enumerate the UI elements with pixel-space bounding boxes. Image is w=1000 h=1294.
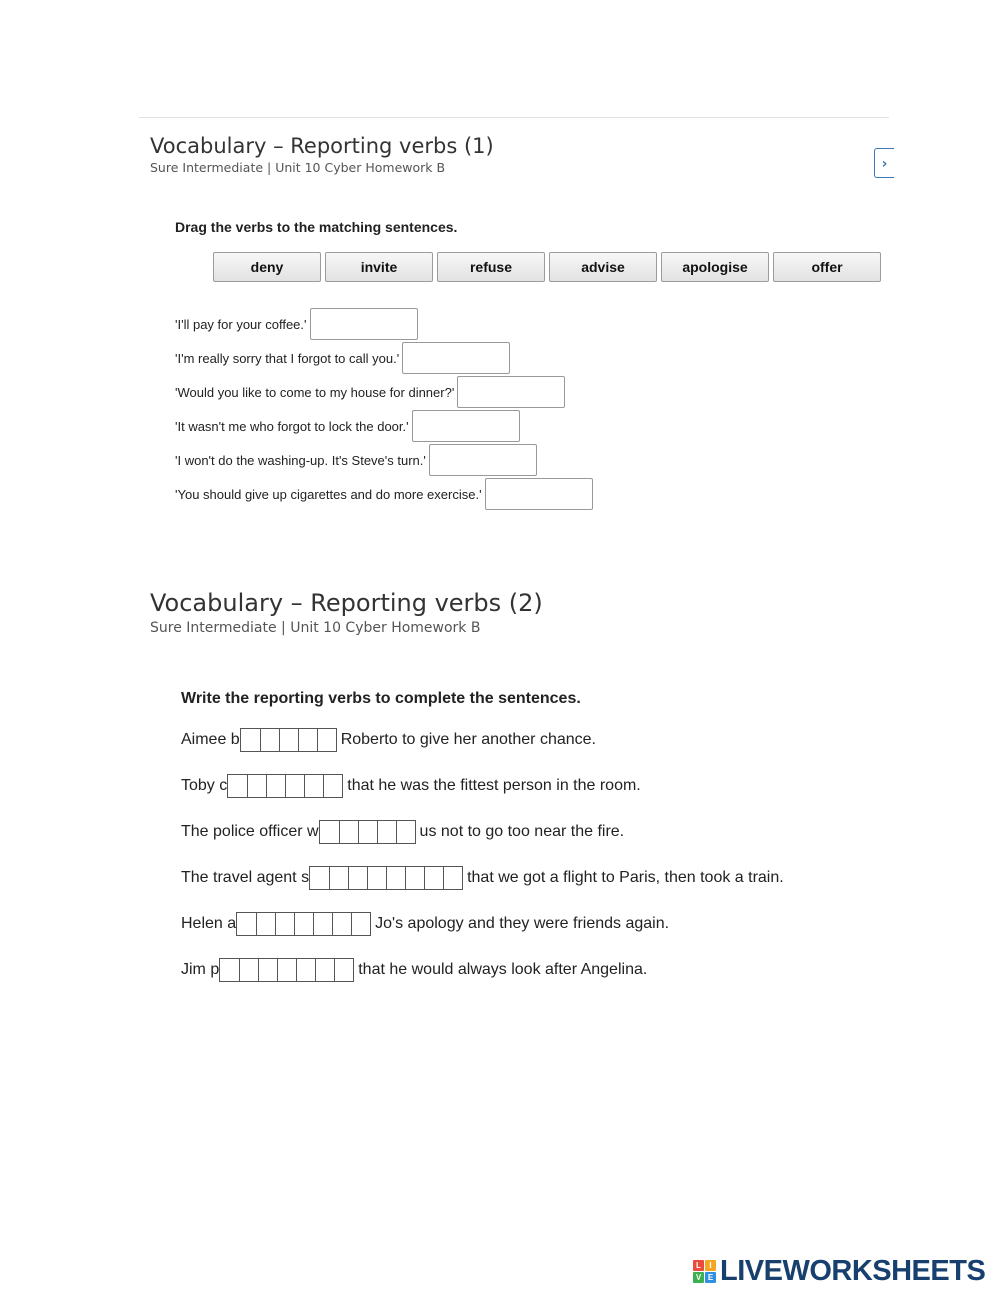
- verb-chip-advise[interactable]: advise: [549, 252, 657, 282]
- sentence-start: Jim p: [181, 961, 220, 978]
- letter-cell[interactable]: [315, 959, 334, 981]
- sentence-end: Roberto to give her another chance.: [340, 731, 596, 748]
- verb-chip-apologise[interactable]: apologise: [661, 252, 769, 282]
- sentence-start: Toby c: [181, 777, 228, 794]
- write-row: [181, 912, 669, 936]
- letter-cell[interactable]: [367, 867, 386, 889]
- letter-cell[interactable]: [228, 775, 247, 797]
- letter-cell[interactable]: [285, 775, 304, 797]
- next-arrow-button[interactable]: ›: [874, 148, 894, 178]
- letter-cell[interactable]: [396, 821, 415, 843]
- letter-input-group: [240, 728, 337, 752]
- write-row: [181, 728, 596, 752]
- liveworksheets-logo: [693, 1255, 985, 1288]
- letter-input-group: [319, 820, 416, 844]
- section2-title: Vocabulary – Reporting verbs (2): [150, 589, 543, 617]
- sentence-end: that he was the fittest person in the room.: [347, 777, 641, 794]
- letter-cell[interactable]: [386, 867, 405, 889]
- letter-cell[interactable]: [304, 775, 323, 797]
- letter-cell[interactable]: [256, 913, 275, 935]
- letter-cell[interactable]: [277, 959, 296, 981]
- logo-letter: I: [705, 1260, 716, 1271]
- letter-cell[interactable]: [320, 821, 339, 843]
- letter-cell[interactable]: [260, 729, 279, 751]
- letter-cell[interactable]: [298, 729, 317, 751]
- drop-target[interactable]: [402, 342, 510, 374]
- letter-cell[interactable]: [443, 867, 462, 889]
- section1-title: Vocabulary – Reporting verbs (1): [150, 134, 494, 158]
- sentence-end: Jo's apology and they were friends again.: [375, 915, 670, 932]
- logo-letter: L: [693, 1260, 704, 1271]
- letter-cell[interactable]: [239, 959, 258, 981]
- letter-cell[interactable]: [334, 959, 353, 981]
- letter-input-group: [227, 774, 343, 798]
- letter-cell[interactable]: [310, 867, 329, 889]
- write-row: [181, 820, 624, 844]
- letter-cell[interactable]: [237, 913, 256, 935]
- letter-input-group: [236, 912, 371, 936]
- letter-cell[interactable]: [377, 821, 396, 843]
- verb-chip-invite[interactable]: invite: [325, 252, 433, 282]
- write-row: [181, 866, 784, 890]
- letter-cell[interactable]: [339, 821, 358, 843]
- sentence-end: that we got a flight to Paris, then took a train.: [467, 869, 784, 886]
- match-row: [175, 342, 510, 374]
- letter-cell[interactable]: [424, 867, 443, 889]
- sentence-start: Aimee b: [181, 731, 240, 748]
- sentence-start: The police officer w: [181, 823, 319, 840]
- verb-chip-refuse[interactable]: refuse: [437, 252, 545, 282]
- match-sentence: 'It wasn't me who forgot to lock the door.': [175, 418, 409, 434]
- letter-cell[interactable]: [279, 729, 298, 751]
- letter-cell[interactable]: [296, 959, 315, 981]
- verb-chip-deny[interactable]: deny: [213, 252, 321, 282]
- letter-cell[interactable]: [241, 729, 260, 751]
- sentence-end: us not to go too near the fire.: [419, 823, 625, 840]
- section2-subtitle: Sure Intermediate | Unit 10 Cyber Homework B: [150, 620, 481, 636]
- letter-cell[interactable]: [313, 913, 332, 935]
- sentence-start: The travel agent s: [181, 869, 310, 886]
- match-row: [175, 444, 537, 476]
- drop-target[interactable]: [310, 308, 418, 340]
- brand-name: LIVEWORKSHEETS: [720, 1255, 986, 1287]
- letter-cell[interactable]: [348, 867, 367, 889]
- letter-input-group: [219, 958, 354, 982]
- drop-target[interactable]: [457, 376, 565, 408]
- letter-cell[interactable]: [405, 867, 424, 889]
- logo-mark-icon: [693, 1260, 716, 1283]
- letter-cell[interactable]: [275, 913, 294, 935]
- match-sentence: 'I'll pay for your coffee.': [175, 316, 307, 332]
- letter-cell[interactable]: [294, 913, 313, 935]
- drop-target[interactable]: [412, 410, 520, 442]
- match-sentence: 'I'm really sorry that I forgot to call you.': [175, 350, 400, 366]
- match-sentence: 'You should give up cigarettes and do more exercise.': [175, 486, 482, 502]
- letter-cell[interactable]: [247, 775, 266, 797]
- match-sentence: 'Would you like to come to my house for dinner?': [175, 384, 455, 400]
- write-row: [181, 774, 641, 798]
- letter-cell[interactable]: [323, 775, 342, 797]
- logo-letter: V: [693, 1272, 704, 1283]
- drop-target[interactable]: [429, 444, 537, 476]
- letter-cell[interactable]: [266, 775, 285, 797]
- letter-cell[interactable]: [332, 913, 351, 935]
- section2-instruction: Write the reporting verbs to complete the sentences.: [181, 690, 581, 707]
- letter-cell[interactable]: [220, 959, 239, 981]
- letter-cell[interactable]: [329, 867, 348, 889]
- section1-subtitle: Sure Intermediate | Unit 10 Cyber Homework B: [150, 160, 446, 175]
- letter-input-group: [309, 866, 463, 890]
- match-sentence: 'I won't do the washing-up. It's Steve's turn.': [175, 452, 426, 468]
- verb-chip-offer[interactable]: offer: [773, 252, 881, 282]
- write-row: [181, 958, 647, 982]
- logo-letter: E: [705, 1272, 716, 1283]
- match-row: [175, 308, 418, 340]
- drop-target[interactable]: [485, 478, 593, 510]
- sentence-end: that he would always look after Angelina.: [358, 961, 648, 978]
- letter-cell[interactable]: [317, 729, 336, 751]
- letter-cell[interactable]: [258, 959, 277, 981]
- match-row: [175, 478, 593, 510]
- letter-cell[interactable]: [358, 821, 377, 843]
- section1-instruction: Drag the verbs to the matching sentences.: [175, 219, 458, 235]
- match-row: [175, 410, 520, 442]
- top-divider: [139, 117, 889, 118]
- sentence-start: Helen a: [181, 915, 237, 932]
- letter-cell[interactable]: [351, 913, 370, 935]
- match-row: [175, 376, 565, 408]
